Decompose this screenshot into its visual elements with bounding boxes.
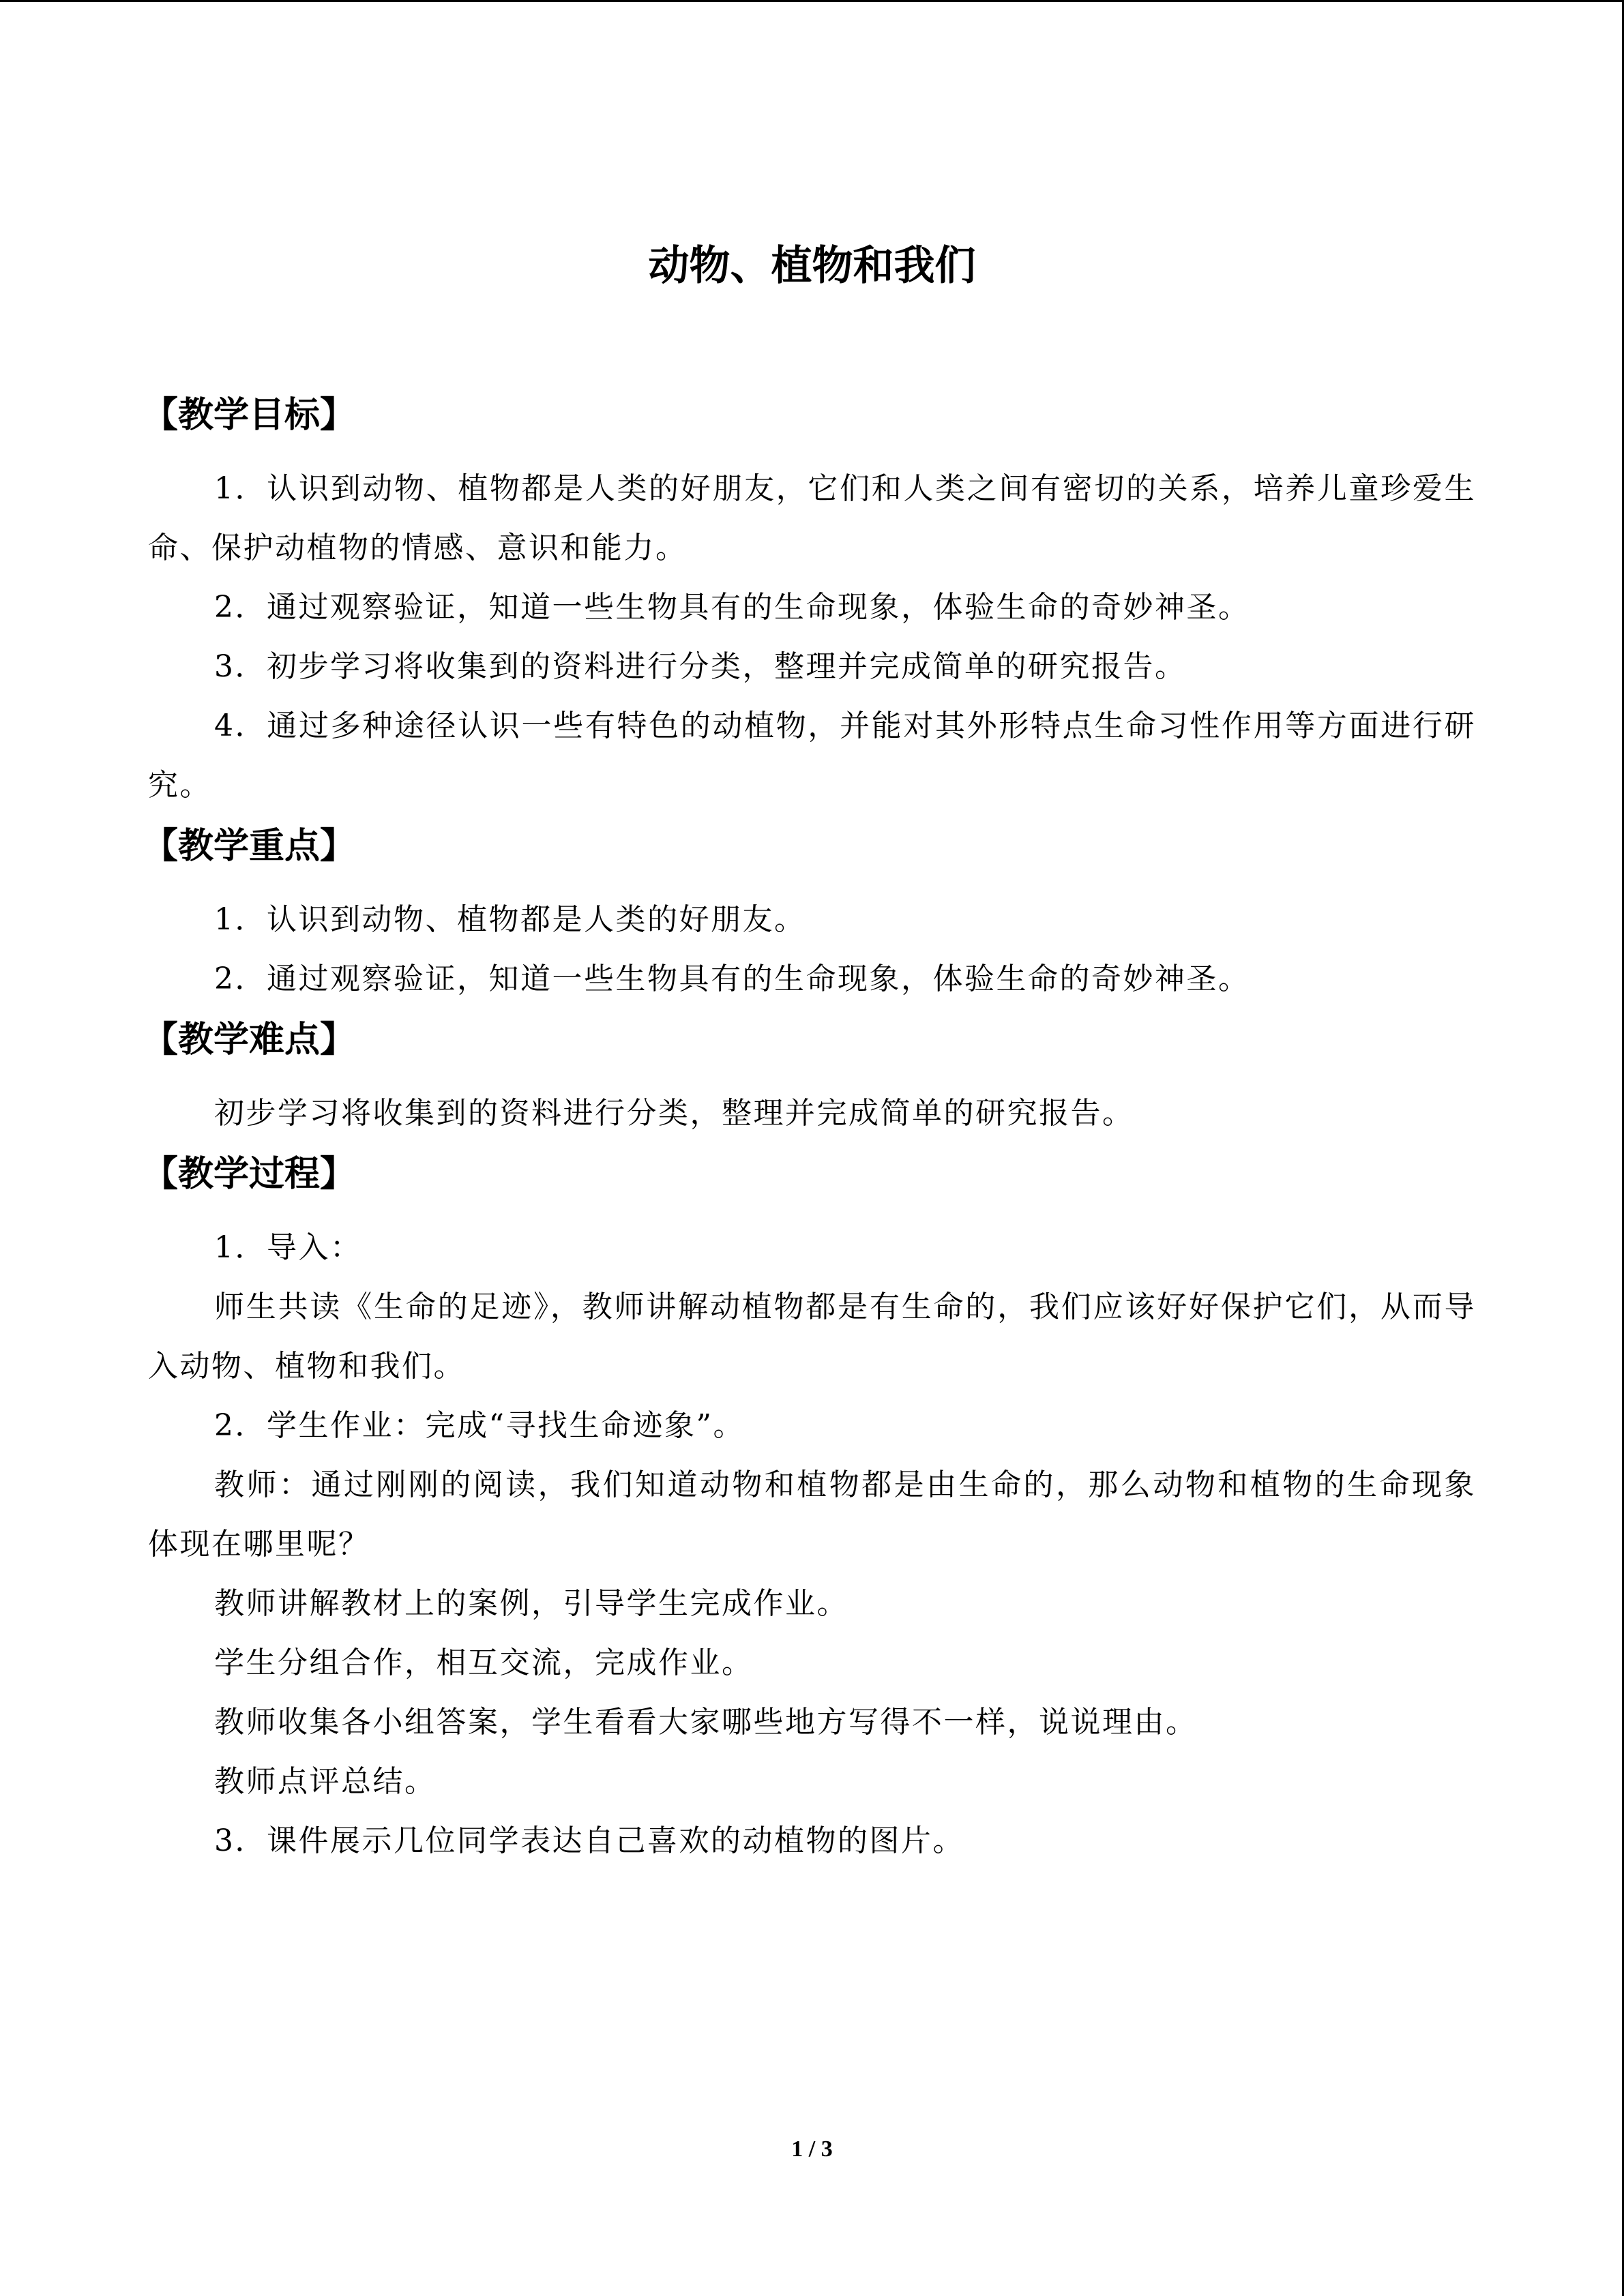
paragraph: 3．初步学习将收集到的资料进行分类，整理并完成简单的研究报告。 bbox=[214, 649, 1187, 684]
section-teaching-process bbox=[143, 1144, 1476, 1872]
paragraph: 教师：通过刚刚的阅读，我们知道动物和植物都是由生命的，那么动物和植物的生命现象体现在哪里呢？ bbox=[148, 1467, 1476, 1562]
page-number: 1 / 3 bbox=[791, 2136, 833, 2162]
document-title: 动物、植物和我们 bbox=[648, 242, 976, 290]
section-heading: 【教学目标】 bbox=[143, 395, 356, 436]
paragraph: 学生分组合作，相互交流，完成作业。 bbox=[214, 1645, 754, 1680]
paragraph: 1．认识到动物、植物都是人类的好朋友。 bbox=[214, 902, 806, 937]
section-teaching-difficulties bbox=[143, 1010, 1476, 1144]
paragraph: 4．通过多种途径认识一些有特色的动植物，并能对其外形特点生命习性作用等方面进行研究。 bbox=[148, 709, 1476, 803]
paragraph: 教师收集各小组答案，学生看看大家哪些地方写得不一样，说说理由。 bbox=[214, 1705, 1198, 1740]
page-border-top bbox=[0, 0, 1624, 2]
section-body bbox=[148, 1204, 1476, 1872]
section-heading: 【教学过程】 bbox=[143, 1154, 356, 1195]
section-body bbox=[148, 445, 1476, 816]
paragraph: 2．通过观察验证，知道一些生物具有的生命现象，体验生命的奇妙神圣。 bbox=[214, 590, 1250, 625]
section-body bbox=[148, 876, 1476, 1010]
section-teaching-objectives bbox=[143, 385, 1476, 816]
section-heading: 【教学重点】 bbox=[143, 826, 356, 867]
paragraph: 1．导入： bbox=[214, 1230, 362, 1265]
paragraph: 1．认识到动物、植物都是人类的好朋友，它们和人类之间有密切的关系，培养儿童珍爱生命、保护动植物的情感、意识和能力。 bbox=[148, 471, 1476, 565]
section-teaching-key-points bbox=[143, 816, 1476, 1010]
paragraph: 2．学生作业：完成“寻找生命迹象”。 bbox=[214, 1408, 745, 1443]
section-heading: 【教学难点】 bbox=[143, 1019, 356, 1060]
document-body bbox=[143, 385, 1476, 1872]
section-body bbox=[148, 1070, 1476, 1144]
paragraph: 教师讲解教材上的案例，引导学生完成作业。 bbox=[214, 1586, 848, 1621]
paragraph: 教师点评总结。 bbox=[214, 1764, 437, 1799]
paragraph: 初步学习将收集到的资料进行分类，整理并完成简单的研究报告。 bbox=[214, 1096, 1134, 1131]
paragraph: 3．课件展示几位同学表达自己喜欢的动植物的图片。 bbox=[214, 1823, 964, 1858]
paragraph: 师生共读《生命的足迹》，教师讲解动植物都是有生命的，我们应该好好保护它们，从而导入动物、植物和我们。 bbox=[148, 1289, 1476, 1384]
paragraph: 2．通过观察验证，知道一些生物具有的生命现象，体验生命的奇妙神圣。 bbox=[214, 961, 1250, 996]
